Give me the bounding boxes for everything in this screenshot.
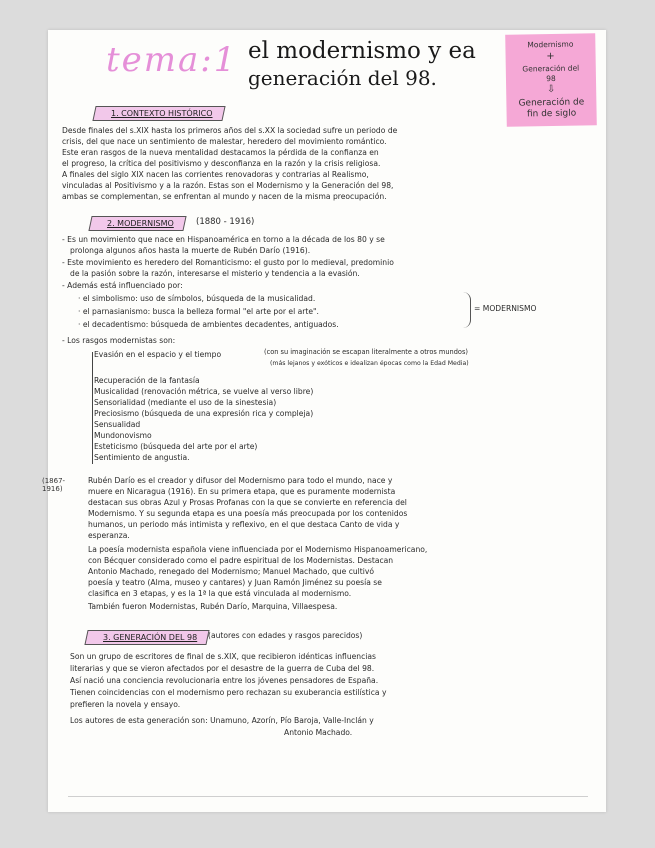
trait-item: Sentimiento de angustia. [94, 453, 190, 462]
sticky-line: Generación del [522, 63, 580, 74]
text-line: Así nació una conciencia revolucionaria entre los jóvenes pensadores de España. [70, 676, 379, 685]
text-line: ambas se complementan, se enfrentan al mundo y nacen de la misma preocupación. [62, 192, 387, 201]
text-line: destacan sus obras Azul y Prosas Profanas con la que se convierte en referencia del [88, 498, 407, 507]
text-line: Modernismo. Y su segunda etapa es una poesía más preocupada por los contenidos [88, 509, 408, 518]
page-rule [68, 796, 588, 797]
text-line: La poesía modernista española viene influenciada por el Modernismo Hispanoamericano, [88, 545, 428, 554]
trait-item: Musicalidad (renovación métrica, se vuelve al verso libre) [94, 387, 314, 396]
section-subtitle: (autores con edades y rasgos parecidos) [208, 631, 363, 640]
sticky-line: Modernismo [527, 39, 574, 50]
sticky-line: Generación de [518, 97, 585, 109]
brace-icon [460, 292, 471, 328]
list-bracket [92, 352, 93, 464]
section-heading-modernismo: 2. MODERNISMO [88, 216, 186, 231]
text-line: humanos, un periodo más intimista y reflexivo, en el que destaca Canto de vida y [88, 520, 400, 529]
text-line: Antonio Machado. [284, 728, 353, 737]
text-line: poesía y teatro (Alma, museo y cantares) y Juan Ramón Jiménez su poesía se [88, 578, 382, 587]
text-line: crisis, del que nace un sentimiento de malestar, heredero del movimiento romántico. [62, 137, 387, 146]
influence-item: · el parnasianismo: busca la belleza formal "el arte por el arte". [78, 307, 319, 316]
sticky-line: fin de siglo [526, 108, 577, 120]
section-heading-contexto: 1. CONTEXTO HISTÓRICO [92, 106, 225, 121]
notebook-page [42, 30, 606, 812]
influence-item: · el simbolismo: uso de símbolos, búsqueda de la musicalidad. [78, 294, 316, 303]
text-line: esperanza. [88, 531, 130, 540]
text-line: clasifica en 3 etapas, y es la 1ª la que está vinculada al modernismo. [88, 589, 352, 598]
text-line: el progreso, la crítica del positivismo y desconfianza en la razón y la crisis religiosa. [62, 159, 381, 168]
trait-item: Evasión en el espacio y el tiempo [94, 350, 222, 359]
text-line: También fueron Modernistas, Rubén Darío, Marquina, Villaespesa. [88, 602, 338, 611]
text-line: Los autores de esta generación son: Unamuno, Azorín, Pío Baroja, Valle-Inclán y [70, 716, 374, 725]
trait-detail: (más lejanos y exóticos e idealizan épocas como la Edad Media) [270, 360, 469, 367]
text-line: - Este movimiento es heredero del Romanticismo: el gusto por lo medieval, predominio [62, 258, 394, 267]
trait-detail: (con su imaginación se escapan literalmente a otros mundos) [264, 348, 468, 356]
date-range: (1880 - 1916) [196, 217, 255, 227]
page-title-line-2: generación del 98. [248, 66, 437, 90]
text-line: - Es un movimiento que nace en Hispanoamérica en torno a la década de los 80 y se [62, 235, 385, 244]
trait-item: Recuperación de la fantasía [94, 376, 200, 385]
text-line: - Además está influenciado por: [62, 281, 183, 290]
sticky-note [505, 33, 597, 127]
brace-result: = MODERNISMO [474, 304, 537, 313]
page-title-line-1: el modernismo y ea [248, 38, 476, 64]
trait-item: Sensualidad [94, 420, 141, 429]
down-arrow-icon: ⇩ [546, 83, 556, 96]
text-line: Tienen coincidencias con el modernismo pero rechazan su exuberancia estilística y [70, 688, 387, 697]
topic-label: tema:1 [106, 40, 238, 80]
trait-item: Mundonovismo [94, 431, 152, 440]
text-line: Son un grupo de escritores de final de s.XIX, que recibieron idénticas influencias [70, 652, 377, 661]
text-line: muere en Nicaragua (1916). En su primera etapa, que es puramente modernista [88, 487, 396, 496]
text-line: Antonio Machado, renegado del Modernismo; Manuel Machado, que cultivó [88, 567, 375, 576]
text-line: - Los rasgos modernistas son: [62, 336, 176, 345]
text-line: A finales del siglo XIX nacen las corrientes renovadoras y contrarias al Realismo, [62, 170, 369, 179]
influence-item: · el decadentismo: búsqueda de ambientes decadentes, antiguados. [78, 320, 339, 329]
text-line: Rubén Darío es el creador y difusor del Modernismo para todo el mundo, nace y [88, 476, 393, 485]
text-line: Desde finales del s.XIX hasta los primeros años del s.XX la sociedad sufre un periodo de [62, 126, 398, 135]
text-line: prefieren la novela y ensayo. [70, 700, 181, 709]
trait-item: Sensorialidad (mediante el uso de la sinestesia) [94, 398, 277, 407]
sticky-line: + [546, 50, 555, 63]
text-line: con Bécquer considerado como el padre espiritual de los Modernistas. Destacan [88, 556, 394, 565]
trait-item: Esteticismo (búsqueda del arte por el arte) [94, 442, 258, 451]
text-line: Este eran rasgos de la nueva mentalidad destacamos la pérdida de la confianza en [62, 148, 379, 157]
section-heading-generacion: 3. GENERACIÓN DEL 98 [84, 630, 209, 645]
text-line: prolonga algunos años hasta la muerte de Rubén Darío (1916). [70, 246, 311, 255]
sticky-line: 98 [546, 73, 556, 84]
text-line: literarias y que se vieron afectados por el desastre de la guerra de Cuba del 98. [70, 664, 375, 673]
trait-item: Preciosismo (búsqueda de una expresión rica y compleja) [94, 409, 314, 418]
text-line: de la pasión sobre la razón, interesarse el misterio y tendencia a la evasión. [70, 269, 360, 278]
margin-dates: (1867- 1916) [42, 477, 66, 493]
text-line: vinculadas al Positivismo y a la razón. Estas son el Modernismo y la Generación del 98, [62, 181, 394, 190]
